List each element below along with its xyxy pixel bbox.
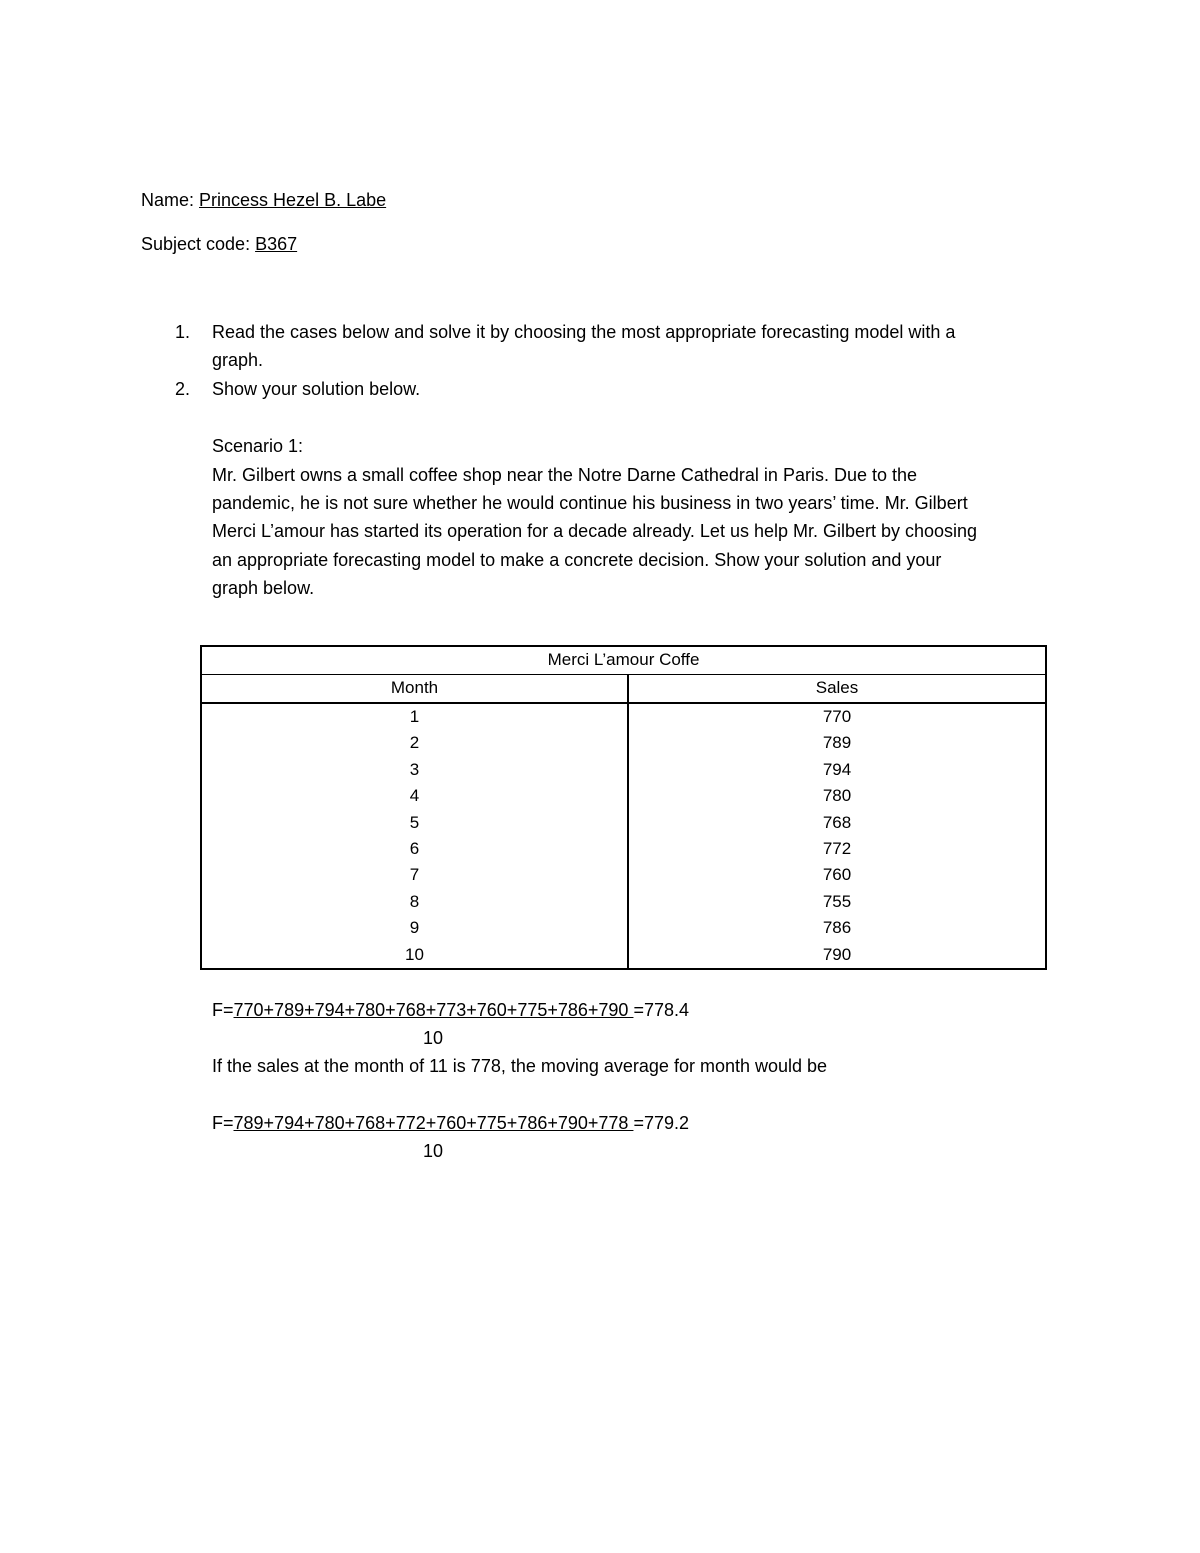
- sales-cell: 786: [822, 918, 852, 938]
- month-cell: 7: [201, 862, 628, 888]
- scenario-line-3: Merci L’amour has started its operation for a decade already. Let us help Mr. Gilbert by choosing: [212, 521, 978, 541]
- table-header-row: [201, 675, 1046, 704]
- month-cell: 1: [201, 703, 628, 730]
- name-line: [141, 189, 386, 211]
- month-cell: 6: [201, 836, 628, 862]
- formula-1-numerator: 770+789+794+780+768+773+760+775+786+790: [233, 1000, 634, 1020]
- month-cell: 4: [201, 783, 628, 809]
- table-row: [201, 757, 1046, 783]
- sales-cell: 772: [822, 839, 852, 859]
- instruction-1-line1: Read the cases below and solve it by choosing the most appropriate forecasting model with a: [212, 322, 956, 342]
- month-cell: 10: [201, 942, 628, 969]
- table-row: [201, 862, 1046, 888]
- scenario-line-5: graph below.: [212, 578, 315, 598]
- formula-2-prefix: F=: [212, 1113, 234, 1133]
- table-row: [201, 836, 1046, 862]
- subject-value: B367: [255, 234, 298, 254]
- formula-1: [212, 999, 689, 1021]
- scenario-line-1: Mr. Gilbert owns a small coffee shop near the Notre Darne Cathedral in Paris. Due to the: [212, 465, 918, 485]
- formula-1-result: =778.4: [633, 1000, 690, 1020]
- table-row: [201, 915, 1046, 941]
- sales-cell: 789: [822, 733, 852, 753]
- table-row: [201, 783, 1046, 809]
- formula-1-prefix: F=: [212, 1000, 234, 1020]
- scenario-title: Scenario 1:: [212, 436, 304, 456]
- formula-2: [212, 1112, 689, 1134]
- instruction-2-number: 2.: [175, 379, 191, 399]
- table-row: [201, 703, 1046, 730]
- month-cell: 2: [201, 730, 628, 756]
- scenario-line-2: pandemic, he is not sure whether he would continue his business in two years’ time. Mr. Gilbert: [212, 493, 968, 513]
- month-cell: 9: [201, 915, 628, 941]
- month-cell: 3: [201, 757, 628, 783]
- table-title: Merci L’amour Coffe: [201, 646, 1046, 675]
- sales-cell: 790: [822, 944, 852, 964]
- sales-cell: 780: [822, 786, 852, 806]
- column-header-month: Month: [201, 675, 628, 704]
- subject-line: [141, 233, 297, 255]
- formula-1-denominator: 10: [423, 1028, 444, 1048]
- subject-label: Subject code:: [141, 234, 256, 254]
- sales-cell: 760: [822, 865, 852, 885]
- column-header-sales: Sales: [628, 675, 1046, 704]
- table-row: [201, 810, 1046, 836]
- name-label: Name:: [141, 190, 200, 210]
- table-title-row: [201, 646, 1046, 675]
- instruction-2-line1: Show your solution below.: [212, 379, 421, 399]
- moving-average-sentence: If the sales at the month of 11 is 778, the moving average for month would be: [212, 1056, 828, 1076]
- formula-2-denominator: 10: [423, 1141, 444, 1161]
- instruction-1-number: 1.: [175, 322, 191, 342]
- sales-table: [200, 645, 1047, 970]
- sales-cell: 768: [822, 812, 852, 832]
- month-cell: 5: [201, 810, 628, 836]
- formula-2-numerator: 789+794+780+768+772+760+775+786+790+778: [233, 1113, 634, 1133]
- name-value: Princess Hezel B. Labe: [199, 190, 387, 210]
- table-row: [201, 730, 1046, 756]
- sales-cell: 755: [822, 891, 852, 911]
- scenario-line-4: an appropriate forecasting model to make a concrete decision. Show your solution and your: [212, 550, 942, 570]
- formula-2-result: =779.2: [633, 1113, 690, 1133]
- instruction-1-line2: graph.: [212, 350, 264, 370]
- sales-cell: 770: [822, 707, 852, 726]
- table-row: [201, 889, 1046, 915]
- sales-cell: 794: [822, 759, 852, 779]
- table-row: [201, 942, 1046, 969]
- month-cell: 8: [201, 889, 628, 915]
